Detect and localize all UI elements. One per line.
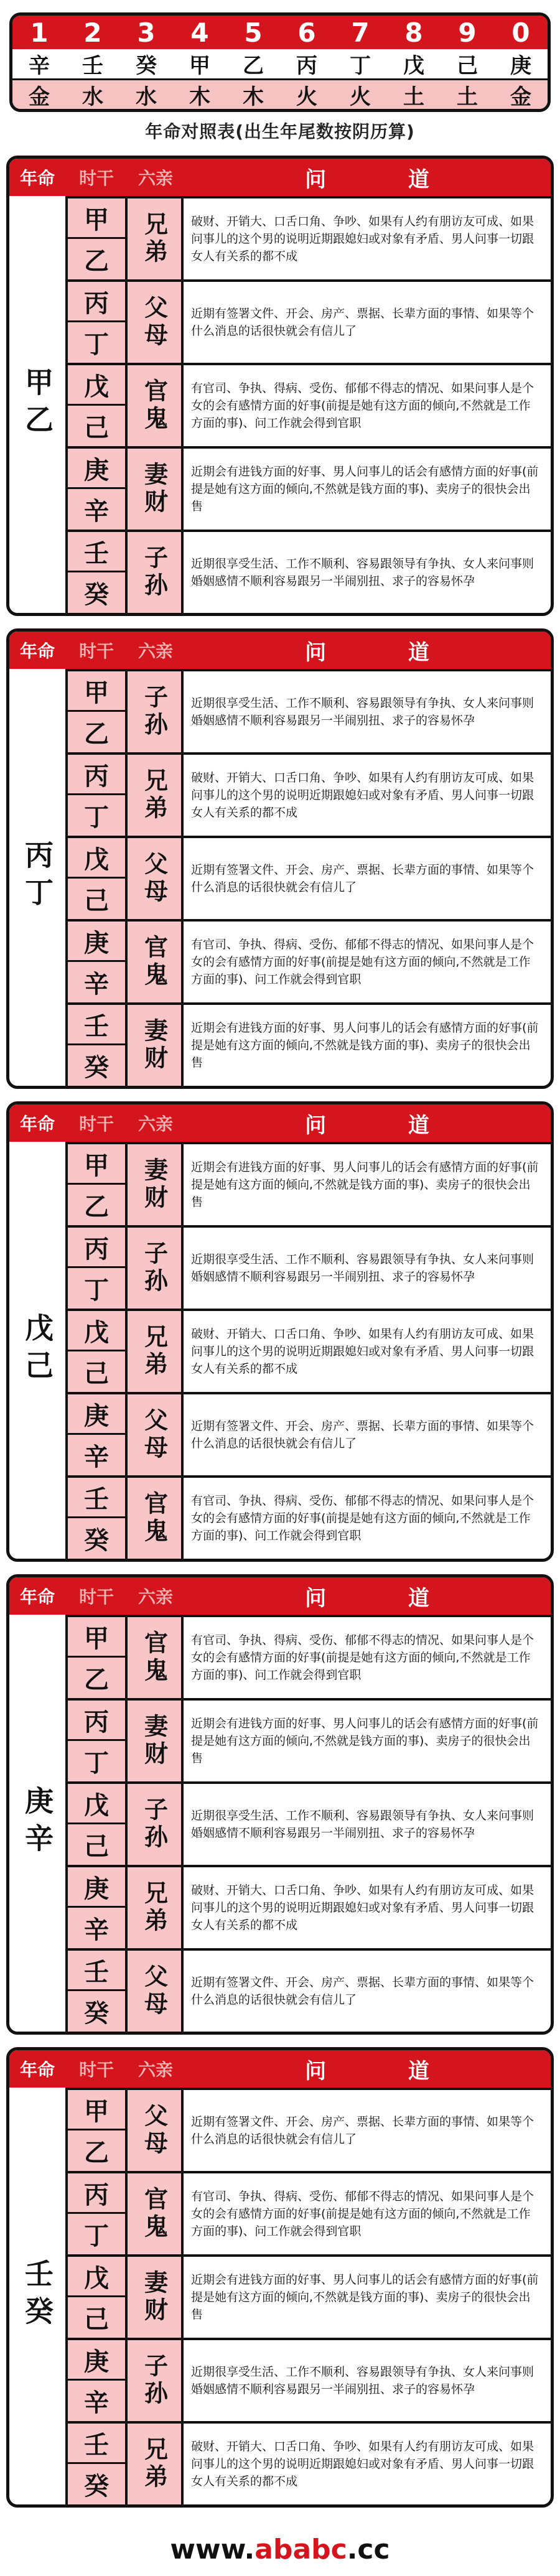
- description-cell: [184, 2090, 548, 2171]
- ming-label: [9, 196, 65, 613]
- relation-text: 妻财: [140, 1018, 168, 1073]
- element-cell: 水: [136, 84, 157, 110]
- relation-text: 妻财: [140, 1714, 168, 1768]
- site-url[interactable]: [0, 2534, 560, 2571]
- ming-label: [9, 1142, 65, 1559]
- stem-pair: [65, 2340, 128, 2421]
- description-cell: [184, 1228, 548, 1309]
- description-cell: [184, 365, 548, 446]
- description-cell: [184, 838, 548, 919]
- header-shigan: 时干: [78, 1587, 114, 1607]
- year-digit: 0: [511, 17, 530, 48]
- relation-text: 父母: [140, 851, 168, 906]
- ming-card-geng-xin: [6, 1574, 554, 2035]
- table-row: [65, 1002, 551, 1086]
- header-wendao: 问 道: [305, 1585, 467, 1611]
- stem-pair: [65, 1951, 128, 2032]
- heavenly-stem: 辛: [29, 54, 50, 78]
- table-row: [65, 2171, 551, 2254]
- stem-pair: [65, 1005, 128, 1086]
- description-cell: [184, 1784, 548, 1865]
- table-row: [65, 1698, 551, 1781]
- header-shigan: 时干: [78, 2060, 114, 2080]
- description-text: 有官司、争执、得病、受伤、郁郁不得志的情况、如果问事人是个女的会有感情方面的好事(前提是她有这方面的倾向,不然就是工作方面的事)、问工作就会得到官职: [191, 1633, 534, 1682]
- element-row: [12, 80, 548, 109]
- header-shigan: 时干: [78, 1114, 114, 1134]
- header-ming: 年命: [19, 2060, 55, 2080]
- table-row: [65, 836, 551, 919]
- heavenly-stem: 庚: [510, 54, 531, 78]
- stem-cell: 己: [68, 2297, 125, 2338]
- element-cell: 土: [457, 84, 478, 110]
- stem-pair: [65, 1394, 128, 1475]
- stem-cell: 丁: [68, 2214, 125, 2254]
- description-cell: [184, 2257, 548, 2338]
- stem-cell: 乙: [68, 1185, 125, 1225]
- relation-text: 子孙: [140, 684, 168, 739]
- table-row: [65, 919, 551, 1002]
- description-cell: [184, 2173, 548, 2254]
- stem-pair: [65, 671, 128, 752]
- stem-pair: [65, 1311, 128, 1392]
- description-cell: [184, 1394, 548, 1475]
- stem-cell: 甲: [68, 1617, 125, 1658]
- stem-cell: 丙: [68, 1701, 125, 1741]
- table-row: [65, 1475, 551, 1559]
- table-row: [65, 1615, 551, 1698]
- stem-cell: 甲: [68, 1144, 125, 1185]
- relation-cell: [128, 2090, 184, 2171]
- relation-cell: [128, 922, 184, 1002]
- description-text: 近期有签署文件、开会、房产、票据、长辈方面的事情、如果等个什么消息的话很快就会有信儿了: [191, 1976, 534, 2007]
- stem-cell: 辛: [68, 962, 125, 1002]
- header-wendao: 问 道: [305, 2058, 467, 2084]
- description-cell: [184, 449, 548, 530]
- relation-cell: [128, 1784, 184, 1865]
- heavenly-stem: 甲: [189, 54, 210, 78]
- stem-pair: [65, 2424, 128, 2504]
- stem-cell: 己: [68, 1824, 125, 1865]
- stem-cell: 己: [68, 879, 125, 919]
- stem-cell: 戊: [68, 2257, 125, 2297]
- element-cell: 木: [189, 84, 210, 110]
- relation-text: 兄弟: [140, 212, 168, 266]
- table-row: [65, 363, 551, 446]
- description-cell: [184, 532, 548, 613]
- relation-cell: [128, 1228, 184, 1309]
- stem-pair: [65, 1144, 128, 1225]
- url-suffix: .cc: [347, 2534, 390, 2565]
- stem-pair: [65, 1228, 128, 1309]
- stem-cell: 辛: [68, 489, 125, 530]
- relation-text: 兄弟: [140, 1324, 168, 1379]
- header-wendao: 问 道: [305, 167, 467, 192]
- ming-label: [9, 1615, 65, 2032]
- header-shigan: 时干: [78, 168, 114, 189]
- relation-cell: [128, 198, 184, 279]
- stem-cell: 壬: [68, 1951, 125, 1991]
- stem-pair: [65, 2090, 128, 2171]
- stem-cell: 戊: [68, 838, 125, 879]
- description-cell: [184, 671, 548, 752]
- ming-text: 甲乙: [21, 367, 54, 442]
- stem-pair: [65, 532, 128, 613]
- relation-cell: [128, 1617, 184, 1698]
- relation-cell: [128, 1394, 184, 1475]
- stem-cell: 丁: [68, 1268, 125, 1309]
- year-digit: 8: [404, 17, 423, 48]
- stem-cell: 癸: [68, 1991, 125, 2032]
- description-text: 有官司、争执、得病、受伤、郁郁不得志的情况、如果问事人是个女的会有感情方面的好事(前提是她有这方面的倾向,不然就是工作方面的事)、问工作就会得到官职: [191, 1494, 534, 1542]
- stem-cell: 庚: [68, 449, 125, 489]
- ming-text: 戊己: [21, 1313, 54, 1388]
- ming-card-bing-ding: [6, 628, 554, 1089]
- description-cell: [184, 282, 548, 363]
- card-header: [9, 2050, 551, 2088]
- description-cell: [184, 755, 548, 836]
- relation-text: 父母: [140, 1407, 168, 1462]
- ming-card-ren-gui: [6, 2047, 554, 2508]
- relation-cell: [128, 1701, 184, 1781]
- description-text: 近期很享受生活、工作不顺利、容易跟领导有争执、女人来问事则婚姻感情不顺利容易跟另一半闹别扭、求子的容易怀孕: [191, 557, 534, 588]
- year-lookup-table: [9, 12, 551, 112]
- table-row: [65, 530, 551, 613]
- relation-text: 父母: [140, 1964, 168, 2018]
- ming-label: [9, 669, 65, 1086]
- table-row: [65, 279, 551, 363]
- stem-cell: 丙: [68, 1228, 125, 1268]
- description-cell: [184, 2340, 548, 2421]
- description-text: 近期有签署文件、开会、房产、票据、长辈方面的事情、如果等个什么消息的话很快就会有信儿了: [191, 1419, 534, 1450]
- description-text: 近期很享受生活、工作不顺利、容易跟领导有争执、女人来问事则婚姻感情不顺利容易跟另一半闹别扭、求子的容易怀孕: [191, 1253, 534, 1284]
- heavenly-stem: 丙: [296, 54, 317, 78]
- table-row: [65, 1781, 551, 1865]
- relation-cell: [128, 671, 184, 752]
- table-row: [65, 669, 551, 752]
- description-cell: [184, 1867, 548, 1948]
- heavenly-stem: 乙: [243, 54, 264, 78]
- relation-cell: [128, 2424, 184, 2504]
- url-highlight: ababc: [254, 2534, 347, 2565]
- stem-pair: [65, 282, 128, 363]
- stem-pair: [65, 1617, 128, 1698]
- header-liuqin: 六亲: [138, 1114, 173, 1134]
- stem-cell: 丙: [68, 2173, 125, 2214]
- card-header: [9, 632, 551, 669]
- relation-text: 官鬼: [140, 378, 168, 433]
- description-text: 近期很享受生活、工作不顺利、容易跟领导有争执、女人来问事则婚姻感情不顺利容易跟另一半闹别扭、求子的容易怀孕: [191, 2365, 534, 2396]
- stem-cell: 戊: [68, 1311, 125, 1351]
- stem-pair: [65, 1478, 128, 1559]
- description-cell: [184, 1144, 548, 1225]
- description-text: 近期会有进钱方面的好事、男人问事儿的话会有感情方面的好事(前提是她有这方面的倾向,不然就是钱方面的事)、卖房子的很快会出售: [191, 1021, 539, 1070]
- heavenly-stem: 壬: [82, 54, 103, 78]
- description-text: 近期会有进钱方面的好事、男人问事儿的话会有感情方面的好事(前提是她有这方面的倾向,不然就是钱方面的事)、卖房子的很快会出售: [191, 465, 539, 513]
- stem-cell: 丁: [68, 795, 125, 836]
- url-prefix: www.: [170, 2534, 255, 2565]
- relation-text: 官鬼: [140, 2186, 168, 2241]
- relation-cell: [128, 1867, 184, 1948]
- stem-cell: 辛: [68, 2381, 125, 2421]
- element-cell: 水: [82, 84, 103, 110]
- stem-cell: 庚: [68, 922, 125, 962]
- card-header: [9, 159, 551, 196]
- relation-cell: [128, 532, 184, 613]
- year-digit: 5: [244, 17, 263, 48]
- element-cell: 火: [350, 84, 371, 110]
- description-cell: [184, 1701, 548, 1781]
- year-digit: 6: [297, 17, 316, 48]
- stem-cell: 丁: [68, 322, 125, 363]
- stem-cell: 乙: [68, 239, 125, 279]
- description-cell: [184, 198, 548, 279]
- element-cell: 金: [510, 84, 531, 110]
- relation-text: 父母: [140, 295, 168, 350]
- description-text: 近期有签署文件、开会、房产、票据、长辈方面的事情、如果等个什么消息的话很快就会有信儿了: [191, 2115, 534, 2146]
- ming-text: 庚辛: [21, 1786, 54, 1860]
- stem-pair: [65, 1784, 128, 1865]
- table-row: [65, 2421, 551, 2504]
- relation-text: 子孙: [140, 2353, 168, 2408]
- relation-cell: [128, 838, 184, 919]
- stem-cell: 辛: [68, 1908, 125, 1948]
- stem-cell: 甲: [68, 671, 125, 712]
- description-text: 近期会有进钱方面的好事、男人问事儿的话会有感情方面的好事(前提是她有这方面的倾向,不然就是钱方面的事)、卖房子的很快会出售: [191, 1160, 539, 1209]
- stem-cell: 壬: [68, 532, 125, 572]
- stem-cell: 辛: [68, 1435, 125, 1475]
- card-header: [9, 1104, 551, 1142]
- heavenly-stem: 癸: [136, 54, 157, 78]
- stem-cell: 庚: [68, 2340, 125, 2381]
- description-cell: [184, 1617, 548, 1698]
- relation-cell: [128, 755, 184, 836]
- relation-text: 官鬼: [140, 1630, 168, 1685]
- table-row: [65, 446, 551, 530]
- relation-cell: [128, 2173, 184, 2254]
- header-ming: 年命: [19, 641, 55, 661]
- description-text: 有官司、争执、得病、受伤、郁郁不得志的情况、如果问事人是个女的会有感情方面的好事(前提是她有这方面的倾向,不然就是工作方面的事)、问工作就会得到官职: [191, 938, 534, 986]
- element-cell: 木: [243, 84, 264, 110]
- stem-cell: 庚: [68, 1867, 125, 1908]
- stem-cell: 庚: [68, 1394, 125, 1435]
- stem-cell: 丙: [68, 755, 125, 795]
- header-liuqin: 六亲: [138, 168, 173, 189]
- relation-text: 兄弟: [140, 768, 168, 823]
- stem-pair: [65, 755, 128, 836]
- table-row: [65, 1865, 551, 1948]
- stem-pair: [65, 922, 128, 1002]
- description-text: 近期有签署文件、开会、房产、票据、长辈方面的事情、如果等个什么消息的话很快就会有信儿了: [191, 863, 534, 894]
- stem-cell: 乙: [68, 1658, 125, 1698]
- stem-cell: 癸: [68, 1045, 125, 1086]
- relation-text: 子孙: [140, 545, 168, 600]
- heavenly-stem: 戊: [403, 54, 424, 78]
- year-digit: 7: [351, 17, 370, 48]
- stem-cell: 乙: [68, 712, 125, 752]
- ming-text: 丙丁: [21, 840, 54, 915]
- header-wendao: 问 道: [305, 640, 467, 665]
- description-cell: [184, 922, 548, 1002]
- stem-cell: 壬: [68, 2424, 125, 2464]
- ming-card-jia-yi: [6, 156, 554, 616]
- element-cell: 金: [29, 84, 50, 110]
- table-row: [65, 1392, 551, 1475]
- table-row: [65, 2338, 551, 2421]
- ming-text: 壬癸: [21, 2259, 54, 2333]
- ming-label: [9, 2088, 65, 2504]
- year-digit: 4: [190, 17, 209, 48]
- relation-cell: [128, 1005, 184, 1086]
- description-cell: [184, 2424, 548, 2504]
- description-text: 破财、开销大、口舌口角、争吵、如果有人约有朋访友可成、如果问事儿的这个男的说明近期跟媳妇或对象有矛盾、男人问事一切跟女人有关系的都不成: [191, 2440, 534, 2488]
- header-wendao: 问 道: [305, 1113, 467, 1138]
- stem-cell: 己: [68, 1351, 125, 1392]
- stem-pair: [65, 2173, 128, 2254]
- relation-text: 妻财: [140, 2270, 168, 2325]
- relation-text: 兄弟: [140, 1880, 168, 1935]
- stem-cell: 癸: [68, 572, 125, 613]
- description-text: 有官司、争执、得病、受伤、郁郁不得志的情况、如果问事人是个女的会有感情方面的好事(前提是她有这方面的倾向,不然就是工作方面的事)、问工作就会得到官职: [191, 381, 534, 430]
- table-row: [65, 196, 551, 279]
- relation-text: 子孙: [140, 1797, 168, 1852]
- table-row: [65, 2088, 551, 2171]
- relation-cell: [128, 2257, 184, 2338]
- description-text: 近期有签署文件、开会、房产、票据、长辈方面的事情、如果等个什么消息的话很快就会有信儿了: [191, 307, 534, 338]
- description-cell: [184, 1005, 548, 1086]
- heavenly-stem: 丁: [350, 54, 371, 78]
- table-caption: 年命对照表(出生年尾数按阴历算): [145, 121, 415, 142]
- relation-cell: [128, 449, 184, 530]
- year-digit: 1: [30, 17, 49, 48]
- stem-cell: 戊: [68, 1784, 125, 1824]
- stem-cell: 乙: [68, 2130, 125, 2171]
- description-text: 近期很享受生活、工作不顺利、容易跟领导有争执、女人来问事则婚姻感情不顺利容易跟另一半闹别扭、求子的容易怀孕: [191, 696, 534, 727]
- description-text: 近期很享受生活、工作不顺利、容易跟领导有争执、女人来问事则婚姻感情不顺利容易跟另一半闹别扭、求子的容易怀孕: [191, 1809, 534, 1840]
- description-cell: [184, 1311, 548, 1392]
- card-header: [9, 1577, 551, 1615]
- header-ming: 年命: [19, 1587, 55, 1607]
- description-cell: [184, 1951, 548, 2032]
- number-row: [12, 16, 548, 49]
- description-cell: [184, 1478, 548, 1559]
- year-digit: 9: [458, 17, 477, 48]
- stem-pair: [65, 1867, 128, 1948]
- stem-cell: 戊: [68, 365, 125, 406]
- relation-text: 父母: [140, 2103, 168, 2158]
- stem-cell: 己: [68, 406, 125, 446]
- stem-pair: [65, 365, 128, 446]
- description-text: 破财、开销大、口舌口角、争吵、如果有人约有朋访友可成、如果问事儿的这个男的说明近期跟媳妇或对象有矛盾、男人问事一切跟女人有关系的都不成: [191, 215, 534, 263]
- relation-text: 妻财: [140, 1157, 168, 1212]
- stem-pair: [65, 198, 128, 279]
- description-text: 破财、开销大、口舌口角、争吵、如果有人约有朋访友可成、如果问事儿的这个男的说明近期跟媳妇或对象有矛盾、男人问事一切跟女人有关系的都不成: [191, 1327, 534, 1376]
- stem-cell: 壬: [68, 1478, 125, 1518]
- table-row: [65, 1309, 551, 1392]
- relation-cell: [128, 1144, 184, 1225]
- header-ming: 年命: [19, 168, 55, 189]
- stem-pair: [65, 2257, 128, 2338]
- relation-cell: [128, 1311, 184, 1392]
- table-row: [65, 1948, 551, 2032]
- relation-text: 官鬼: [140, 1491, 168, 1546]
- description-text: 破财、开销大、口舌口角、争吵、如果有人约有朋访友可成、如果问事儿的这个男的说明近期跟媳妇或对象有矛盾、男人问事一切跟女人有关系的都不成: [191, 1883, 534, 1932]
- ming-card-wu-ji: [6, 1101, 554, 1562]
- stem-row: [12, 49, 548, 80]
- stem-cell: 丁: [68, 1741, 125, 1781]
- relation-text: 官鬼: [140, 935, 168, 989]
- stem-cell: 壬: [68, 1005, 125, 1045]
- heavenly-stem: 己: [457, 54, 478, 78]
- table-row: [65, 2254, 551, 2338]
- stem-pair: [65, 838, 128, 919]
- description-text: 有官司、争执、得病、受伤、郁郁不得志的情况、如果问事人是个女的会有感情方面的好事(前提是她有这方面的倾向,不然就是工作方面的事)、问工作就会得到官职: [191, 2190, 534, 2238]
- header-liuqin: 六亲: [138, 2060, 173, 2080]
- header-liuqin: 六亲: [138, 641, 173, 661]
- year-digit: 2: [83, 17, 102, 48]
- element-cell: 火: [296, 84, 317, 110]
- stem-cell: 甲: [68, 2090, 125, 2130]
- table-row: [65, 1225, 551, 1309]
- year-digit: 3: [137, 17, 156, 48]
- table-row: [65, 752, 551, 836]
- header-shigan: 时干: [78, 641, 114, 661]
- relation-cell: [128, 1951, 184, 2032]
- element-cell: 土: [403, 84, 424, 110]
- header-liuqin: 六亲: [138, 1587, 173, 1607]
- stem-cell: 癸: [68, 1518, 125, 1559]
- description-text: 近期会有进钱方面的好事、男人问事儿的话会有感情方面的好事(前提是她有这方面的倾向,不然就是钱方面的事)、卖房子的很快会出售: [191, 1717, 539, 1765]
- stem-cell: 甲: [68, 198, 125, 239]
- stem-cell: 丙: [68, 282, 125, 322]
- relation-cell: [128, 1478, 184, 1559]
- relation-text: 子孙: [140, 1241, 168, 1295]
- stem-pair: [65, 1701, 128, 1781]
- header-ming: 年命: [19, 1114, 55, 1134]
- stem-cell: 癸: [68, 2464, 125, 2504]
- relation-cell: [128, 2340, 184, 2421]
- relation-text: 兄弟: [140, 2437, 168, 2491]
- table-row: [65, 1142, 551, 1225]
- description-text: 近期会有进钱方面的好事、男人问事儿的话会有感情方面的好事(前提是她有这方面的倾向,不然就是钱方面的事)、卖房子的很快会出售: [191, 2273, 539, 2322]
- relation-text: 妻财: [140, 462, 168, 516]
- relation-cell: [128, 365, 184, 446]
- stem-pair: [65, 449, 128, 530]
- description-text: 破财、开销大、口舌口角、争吵、如果有人约有朋访友可成、如果问事儿的这个男的说明近期跟媳妇或对象有矛盾、男人问事一切跟女人有关系的都不成: [191, 771, 534, 819]
- relation-cell: [128, 282, 184, 363]
